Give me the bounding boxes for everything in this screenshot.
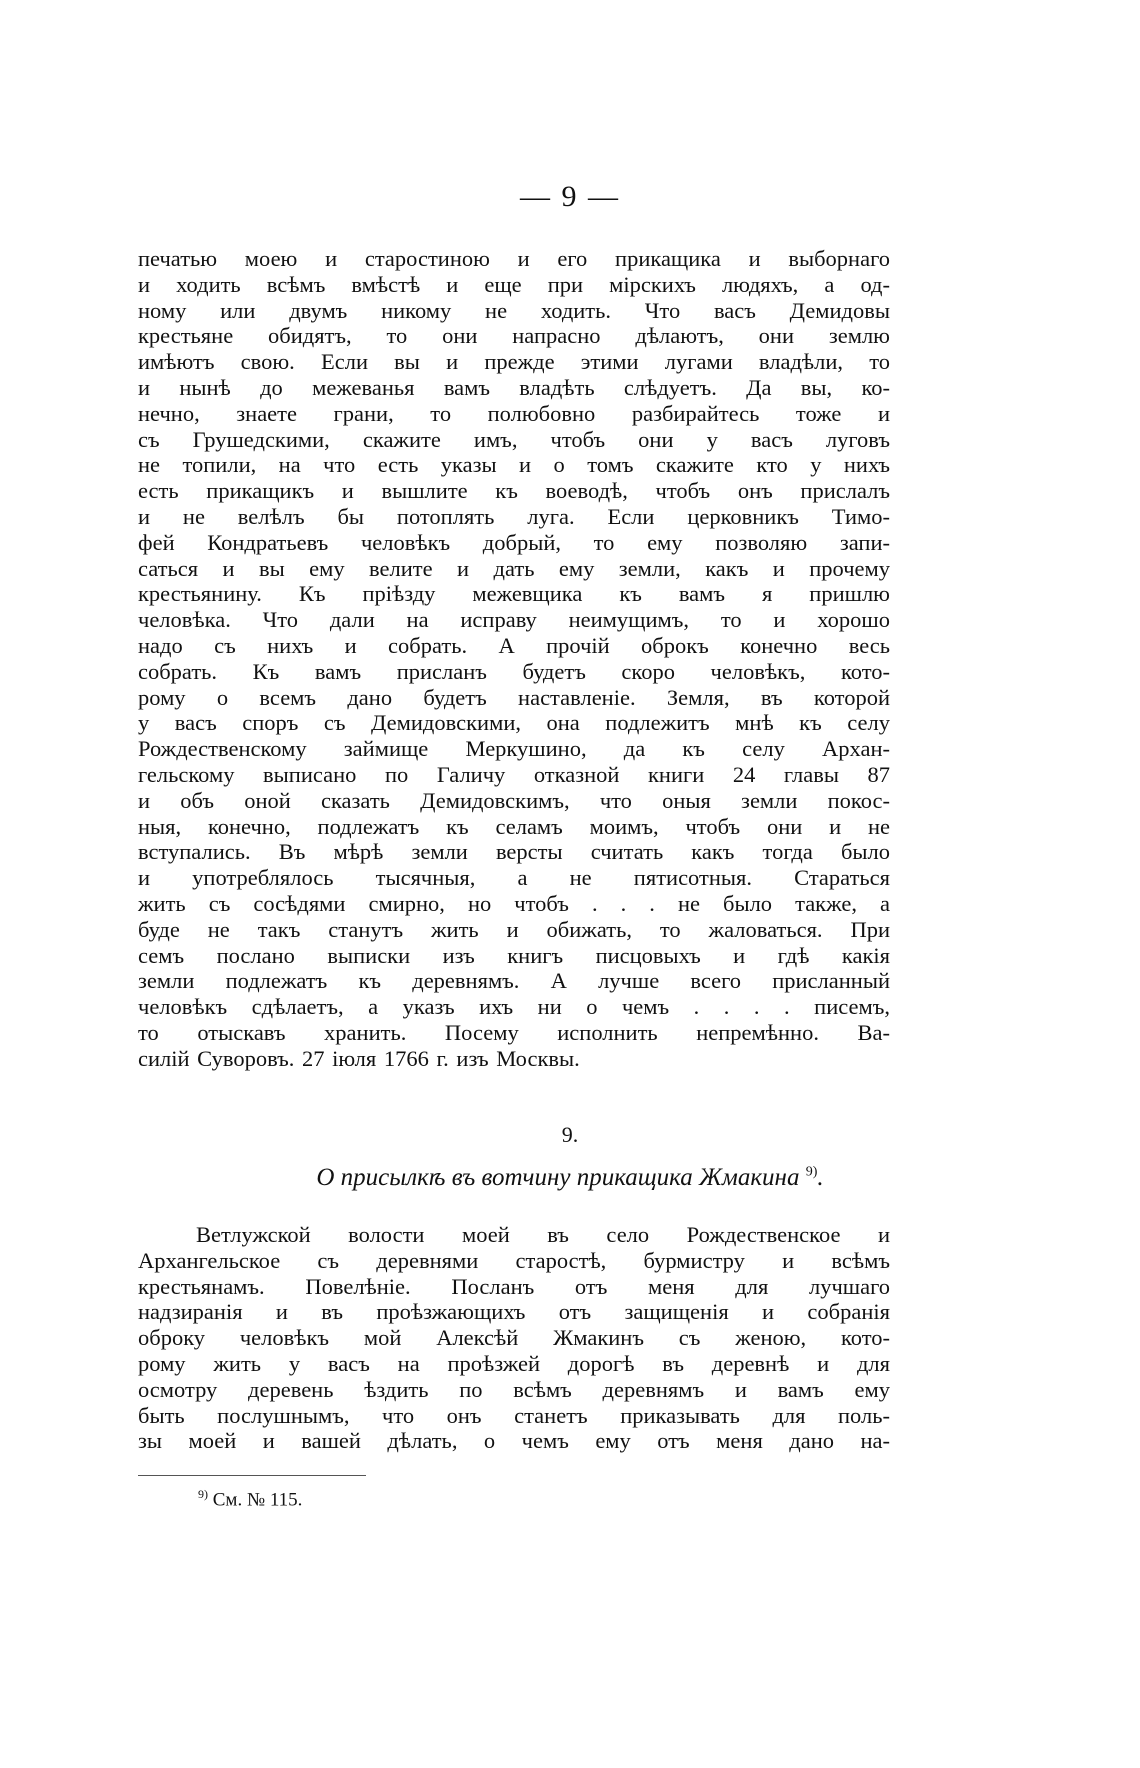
text-line: человѣка. Что дали на исправу неимущимъ, то и хорошо	[138, 607, 890, 633]
page-number: — 9 —	[520, 180, 620, 213]
document-body-section	[138, 1222, 890, 1454]
text-line: жить съ сосѣдями смирно, но чтобъ . . . не было также, а	[138, 890, 890, 916]
text-line: саться и вы ему велите и дать ему земли, какъ и прочему	[138, 555, 890, 581]
footnote-reference: 9)	[805, 1164, 818, 1180]
text-line: у васъ споръ съ Демидовскими, она подлежитъ мнѣ къ селу	[138, 710, 890, 736]
text-line: и употреблялось тысячныя, а не пятисотныя. Стараться	[138, 865, 890, 891]
text-line: не топили, на что есть указы и о томъ скажите кто у нихъ	[138, 452, 890, 478]
text-line: надзиранія и въ проѣзжающихъ отъ защищенія и собранія	[138, 1299, 890, 1325]
text-line: земли подлежатъ къ деревнямъ. А лучше всего присланный	[138, 968, 890, 994]
section-title-text: О присылкѣ въ вотчину прикащика Жмакина	[316, 1164, 800, 1191]
text-line: печатью моею и старостиною и его прикащика и выборнаго	[138, 246, 890, 271]
text-line: оброку человѣкъ мой Алексѣй Жмакинъ съ женою, кото-	[138, 1325, 890, 1351]
text-line: собрать. Къ вамъ присланъ будетъ скоро человѣкъ, кото-	[138, 658, 890, 684]
footnote-marker: 9)	[198, 1487, 208, 1501]
section-title	[0, 1164, 1140, 1192]
text-line: силій Суворовъ. 27 іюля 1766 г. изъ Москвы.	[138, 1045, 580, 1071]
text-line: надо съ нихъ и собрать. А прочій оброкъ конечно весь	[138, 632, 890, 658]
text-line: человѣкъ сдѣлаетъ, а указъ ихъ ни о чемъ . . . . писемъ,	[138, 994, 890, 1020]
text-line: рому жить у васъ на проѣзжей дорогѣ въ деревнѣ и для	[138, 1350, 890, 1376]
text-line: то отыскавъ хранить. Посему исполнить непремѣнно. Ва-	[138, 1019, 890, 1045]
text-line: фей Кондратьевъ человѣкъ добрый, то ему позволяю запи-	[138, 529, 890, 555]
section-title-period: .	[817, 1164, 824, 1191]
text-line: Архангельское съ деревнями старостѣ, бурмистру и всѣмъ	[138, 1247, 890, 1273]
footnote-text: См. № 115.	[212, 1489, 303, 1511]
text-line: буде не такъ станутъ жить и обижать, то жаловаться. При	[138, 916, 890, 942]
text-line: рому о всемъ дано будетъ наставленіе. Земля, въ которой	[138, 684, 890, 710]
text-line: имѣютъ свою. Если вы и прежде этими лугами владѣли, то	[138, 349, 890, 375]
text-line: Ветлужской волости моей въ село Рождественское и	[196, 1222, 890, 1247]
text-line: и не велѣлъ бы потоплять луга. Если церковникъ Тимо-	[138, 503, 890, 529]
text-line: крестьянину. Къ пріѣзду межевщика къ вамъ я пришлю	[138, 581, 890, 607]
text-line: вступались. Въ мѣрѣ земли версты считать какъ тогда было	[138, 839, 890, 865]
text-line: семъ послано выписки изъ книгъ писцовыхъ и гдѣ какія	[138, 942, 890, 968]
text-line: есть прикащикъ и вышлите къ воеводѣ, чтобъ онъ прислалъ	[138, 478, 890, 504]
text-line: нечно, знаете грани, то полюбовно разбирайтесь тоже и	[138, 400, 890, 426]
text-line: ныя, конечно, подлежатъ къ селамъ моимъ, чтобъ они и не	[138, 813, 890, 839]
text-line: Рождественскому займище Меркушино, да къ селу Архан-	[138, 736, 890, 762]
text-line: съ Грушедскими, скажите имъ, чтобъ они у васъ луговъ	[138, 426, 890, 452]
text-line: зы моей и вашей дѣлать, о чемъ ему отъ меня дано на-	[138, 1428, 890, 1454]
text-line: и ходить всѣмъ вмѣстѣ и еще при мірскихъ людяхъ, а од-	[138, 271, 890, 297]
text-line: гельскому выписано по Галичу отказной книги 24 главы 87	[138, 761, 890, 787]
section-number: 9.	[561, 1122, 579, 1147]
text-line: ному или двумъ никому не ходить. Что васъ Демидовы	[138, 297, 890, 323]
text-line: крестьянамъ. Повелѣніе. Посланъ отъ меня для лучшаго	[138, 1273, 890, 1299]
footnote	[198, 1487, 302, 1511]
text-line: крестьяне обидятъ, то они напрасно дѣлаютъ, они землю	[138, 323, 890, 349]
text-line: осмотру деревень ѣздить по всѣмъ деревнямъ и вамъ ему	[138, 1376, 890, 1402]
footnote-divider	[138, 1475, 366, 1476]
text-line: и нынѣ до межеванья вамъ владѣть слѣдуетъ. Да вы, ко-	[138, 374, 890, 400]
document-body	[138, 246, 890, 1072]
text-line: быть послушнымъ, что онъ станетъ приказывать для поль-	[138, 1402, 890, 1428]
text-line: и объ оной сказать Демидовскимъ, что оныя земли покос-	[138, 787, 890, 813]
